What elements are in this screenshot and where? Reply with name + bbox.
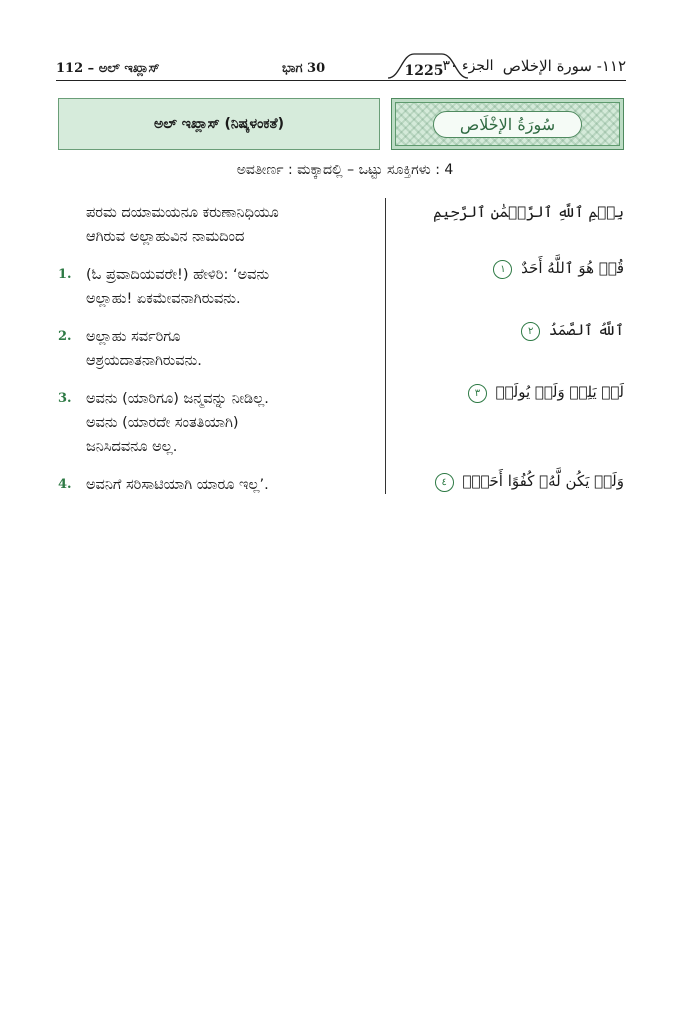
arabic-verse-text: وَلَمۡ يَكُن لَّهُۥ كُفُوًا أَحَدُۢ <box>462 472 624 490</box>
surah-name-kannada: 112 – ಅಲ್ ಇಖ್ಲಾಸ್ <box>56 61 160 76</box>
verse-number: 2. <box>58 329 72 344</box>
verse-end-marker: ٣ <box>468 384 487 403</box>
arabic-verse-2 <box>521 321 624 341</box>
verse-number: 1. <box>58 267 72 282</box>
arabic-verse-1 <box>493 259 624 279</box>
verse-line: ಆಶ್ರಯದಾತನಾಗಿರುವನು. <box>86 353 202 369</box>
page-number: 1225 <box>404 63 444 79</box>
surah-title-arabic-frame <box>391 98 624 150</box>
surah-title-kannada <box>58 98 380 150</box>
arabic-verse-text: قُلۡ هُوَ ٱللَّهُ أَحَدٌ <box>521 259 624 277</box>
verse-number: 3. <box>58 391 72 406</box>
verse-line: ಅವನು (ಯಾರದೇ ಸಂತತಿಯಾಗಿ) <box>86 415 239 431</box>
verse-line: ಅಲ್ಲಾಹು ಸರ್ವರಿಗೂ <box>86 329 181 345</box>
surah-name-arabic: ١١٢- سورة الإخلاص <box>502 57 626 75</box>
verse-line: ಜನಿಸಿದವನೂ ಅಲ್ಲ. <box>86 439 178 455</box>
verse-line: ಅವನು (ಯಾರಿಗೂ) ಜನ್ಮವನ್ನು ನೀಡಿಲ್ಲ. <box>86 391 269 407</box>
arabic-verse-4 <box>435 472 624 492</box>
basmala-translation <box>58 201 370 249</box>
verse-translation-2 <box>58 325 370 373</box>
column-divider <box>385 198 386 494</box>
verse-end-marker: ٢ <box>521 322 540 341</box>
verse-end-marker: ٤ <box>435 473 454 492</box>
verse-end-marker: ١ <box>493 260 512 279</box>
verse-line: ಅವನಿಗೆ ಸರಿಸಾಟಿಯಾಗಿ ಯಾರೂ ಇಲ್ಲ’. <box>86 477 269 493</box>
header-rule <box>56 80 626 81</box>
verse-translation-3 <box>58 387 370 459</box>
verse-number: 4. <box>58 477 72 492</box>
basmala-translation-line: ಪರಮ ದಯಾಮಯನೂ ಕರುಣಾನಿಧಿಯೂ <box>86 205 279 221</box>
arabic-verse-3 <box>468 383 624 403</box>
arabic-verse-text: لَمۡ يَلِدۡ وَلَمۡ يُولَدۡ <box>495 383 624 401</box>
basmala-translation-line: ಆಗಿರುವ ಅಲ್ಲಾಹುವಿನ ನಾಮದಿಂದ <box>86 229 245 245</box>
basmala-arabic: بِسۡمِ ٱللَّهِ ٱلرَّحۡمَٰنِ ٱلرَّحِيمِ <box>433 203 624 221</box>
surah-title-kannada-text: ಅಲ್ ಇಖ್ಲಾಸ್ (ನಿಷ್ಕಳಂಕತೆ) <box>154 116 284 132</box>
arabic-verse-text: ٱللَّهُ ٱلصَّمَدُ <box>548 321 624 339</box>
surah-title-arabic: سُورَةُ الإخْلَاص <box>433 111 582 138</box>
revelation-info: ಅವತೀರ್ಣ : ಮಕ್ಕಾದಲ್ಲಿ – ಒಟ್ಟು ಸೂಕ್ತಿಗಳು : 4 <box>236 162 454 178</box>
verse-translation-1 <box>58 263 370 311</box>
juz-number-arabic: الجزء ٣٠ <box>442 58 494 74</box>
kannada-translation <box>58 201 370 511</box>
verse-line: ಅಲ್ಲಾಹು! ಏಕಮೇವನಾಗಿರುವನು. <box>86 291 241 307</box>
verse-translation-4 <box>58 473 370 497</box>
verse-line: (ಓ ಪ್ರವಾದಿಯವರೇ!) ಹೇಳಿರಿ: ‘ಅವನು <box>86 267 270 283</box>
juz-number-kannada: ಭಾಗ 30 <box>282 61 326 76</box>
ornamental-border <box>395 102 620 146</box>
